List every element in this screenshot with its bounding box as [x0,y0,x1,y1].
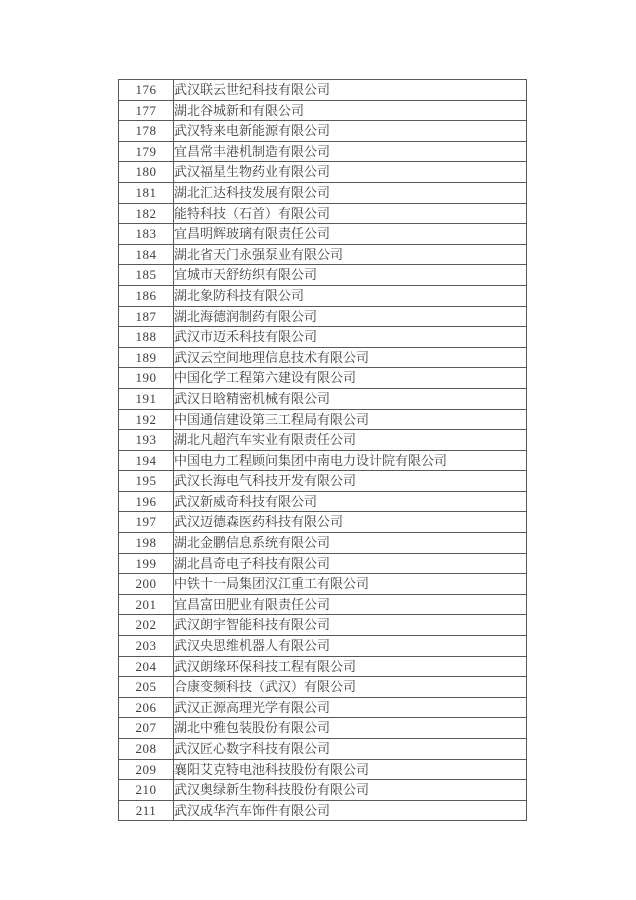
company-name-cell: 武汉新威奇科技有限公司 [174,491,527,512]
table-row [119,759,527,780]
row-number-cell: 199 [119,553,174,574]
table-row [119,533,527,554]
row-number-cell: 207 [119,718,174,739]
row-number-cell: 201 [119,594,174,615]
row-number-cell: 210 [119,780,174,801]
row-number-cell: 193 [119,430,174,451]
company-name-cell: 武汉市迈禾科技有限公司 [174,327,527,348]
table-row [119,306,527,327]
company-name-cell: 湖北象防科技有限公司 [174,285,527,306]
table-row [119,450,527,471]
company-name-cell: 中国通信建设第三工程局有限公司 [174,409,527,430]
company-name-cell: 湖北海德润制药有限公司 [174,306,527,327]
table-row [119,162,527,183]
row-number-cell: 195 [119,471,174,492]
table-row [119,512,527,533]
company-name-cell: 湖北谷城新和有限公司 [174,100,527,121]
table-row [119,718,527,739]
table-row [119,347,527,368]
row-number-cell: 203 [119,636,174,657]
company-name-cell: 武汉正源高理光学有限公司 [174,697,527,718]
company-name-cell: 能特科技（石首）有限公司 [174,203,527,224]
row-number-cell: 183 [119,224,174,245]
table-row [119,265,527,286]
row-number-cell: 186 [119,285,174,306]
row-number-cell: 206 [119,697,174,718]
row-number-cell: 179 [119,141,174,162]
row-number-cell: 181 [119,182,174,203]
table-row [119,327,527,348]
row-number-cell: 176 [119,80,174,101]
company-name-cell: 中铁十一局集团汉江重工有限公司 [174,574,527,595]
company-name-cell: 湖北汇达科技发展有限公司 [174,182,527,203]
table-row [119,182,527,203]
table-row [119,203,527,224]
row-number-cell: 198 [119,533,174,554]
company-name-cell: 武汉特来电新能源有限公司 [174,121,527,142]
table-row [119,697,527,718]
table-row [119,388,527,409]
row-number-cell: 202 [119,615,174,636]
table-row [119,430,527,451]
row-number-cell: 197 [119,512,174,533]
table-row [119,739,527,760]
row-number-cell: 182 [119,203,174,224]
company-name-cell: 武汉朗缘环保科技工程有限公司 [174,656,527,677]
table-row [119,615,527,636]
table-row [119,574,527,595]
row-number-cell: 184 [119,244,174,265]
company-name-cell: 武汉日晗精密机械有限公司 [174,388,527,409]
row-number-cell: 204 [119,656,174,677]
table-row [119,224,527,245]
row-number-cell: 200 [119,574,174,595]
company-name-cell: 武汉奥绿新生物科技股份有限公司 [174,780,527,801]
row-number-cell: 208 [119,739,174,760]
row-number-cell: 188 [119,327,174,348]
table-row [119,285,527,306]
table-row [119,677,527,698]
company-name-cell: 中国化学工程第六建设有限公司 [174,368,527,389]
row-number-cell: 194 [119,450,174,471]
company-name-cell: 武汉联云世纪科技有限公司 [174,80,527,101]
company-name-cell: 宜昌富田肥业有限责任公司 [174,594,527,615]
row-number-cell: 211 [119,800,174,821]
table-row [119,636,527,657]
company-name-cell: 湖北昌奇电子科技有限公司 [174,553,527,574]
company-name-cell: 湖北中雅包装股份有限公司 [174,718,527,739]
table-row [119,780,527,801]
row-number-cell: 187 [119,306,174,327]
company-name-cell: 武汉朗宇智能科技有限公司 [174,615,527,636]
company-name-cell: 宜城市天舒纺织有限公司 [174,265,527,286]
table-row [119,121,527,142]
table-row [119,368,527,389]
table-row [119,100,527,121]
row-number-cell: 185 [119,265,174,286]
company-name-cell: 湖北省天门永强泵业有限公司 [174,244,527,265]
row-number-cell: 192 [119,409,174,430]
row-number-cell: 191 [119,388,174,409]
table-row [119,471,527,492]
table-body [119,80,527,821]
company-name-cell: 武汉成华汽车饰件有限公司 [174,800,527,821]
table-row [119,244,527,265]
company-name-cell: 武汉迈德森医药科技有限公司 [174,512,527,533]
table-row [119,800,527,821]
company-table [118,79,527,821]
table-row [119,141,527,162]
company-name-cell: 武汉匠心数字科技有限公司 [174,739,527,760]
row-number-cell: 190 [119,368,174,389]
company-name-cell: 武汉福星生物药业有限公司 [174,162,527,183]
company-name-cell: 合康变频科技（武汉）有限公司 [174,677,527,698]
company-name-cell: 宜昌常丰港机制造有限公司 [174,141,527,162]
company-name-cell: 武汉长海电气科技开发有限公司 [174,471,527,492]
company-name-cell: 武汉云空间地理信息技术有限公司 [174,347,527,368]
table-row [119,491,527,512]
company-name-cell: 中国电力工程顾问集团中南电力设计院有限公司 [174,450,527,471]
table-row [119,656,527,677]
row-number-cell: 180 [119,162,174,183]
table-row [119,409,527,430]
row-number-cell: 177 [119,100,174,121]
row-number-cell: 178 [119,121,174,142]
company-name-cell: 襄阳艾克特电池科技股份有限公司 [174,759,527,780]
company-name-cell: 湖北金鹏信息系统有限公司 [174,533,527,554]
company-name-cell: 武汉央思维机器人有限公司 [174,636,527,657]
row-number-cell: 205 [119,677,174,698]
row-number-cell: 209 [119,759,174,780]
table-row [119,553,527,574]
table-row [119,80,527,101]
row-number-cell: 189 [119,347,174,368]
company-name-cell: 宜昌明辉玻璃有限责任公司 [174,224,527,245]
company-name-cell: 湖北凡超汽车实业有限责任公司 [174,430,527,451]
row-number-cell: 196 [119,491,174,512]
table-row [119,594,527,615]
